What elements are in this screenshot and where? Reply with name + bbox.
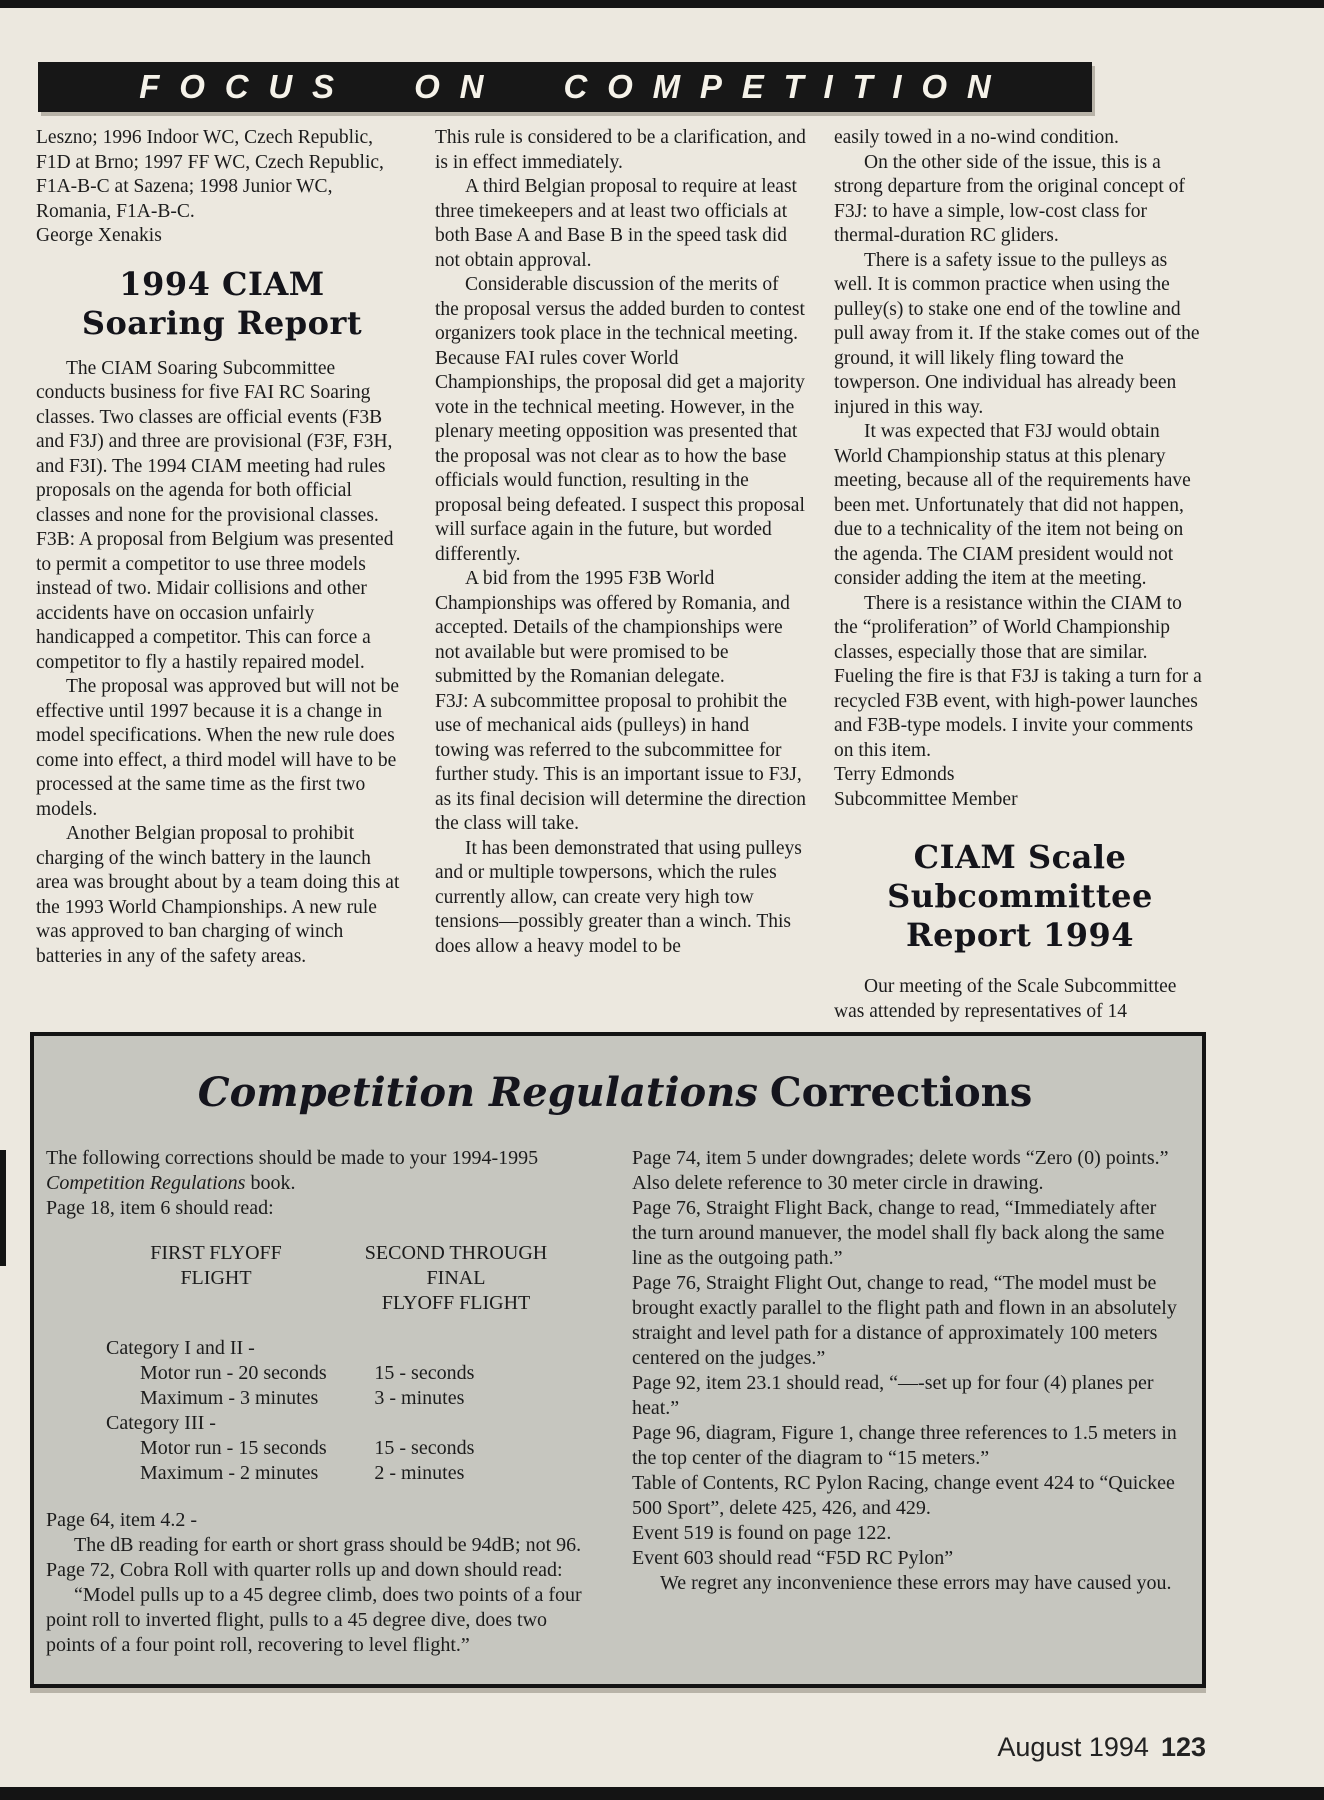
correction-text: Table of Contents, RC Pylon Racing, change event 424 to “Quickee 500 Sport”, delete 425, 426, and 429.: [632, 1472, 1175, 1519]
table-cell: 3 - minutes: [374, 1387, 465, 1409]
corrections-right-column: [632, 1146, 1184, 1658]
issue-date: August 1994: [997, 1732, 1149, 1762]
correction-text: Event 603 should read “F5D RC Pylon”: [632, 1547, 954, 1569]
article-column-3: [834, 126, 1206, 1024]
header-line: FINAL: [426, 1267, 486, 1289]
paragraph: easily towed in a no-wind condition.: [834, 127, 1119, 148]
paragraph: A third Belgian proposal to require at least three timekeepers and at least two officials at both Base A and Base B in the speed task did not obtain approval.: [435, 176, 797, 271]
header-line: SECOND THROUGH: [364, 1242, 548, 1264]
table-cell: Category I and II -: [106, 1337, 255, 1359]
correction-heading: Page 64, item 4.2 -: [46, 1509, 198, 1531]
header-line: FIRST FLYOFF: [150, 1242, 282, 1264]
corrections-title-italic: Competition Regulations: [197, 1069, 758, 1116]
correction-text: Also delete reference to 30 meter circle in drawing.: [632, 1172, 1044, 1194]
table-cell: 2 - minutes: [374, 1462, 465, 1484]
page-footer: [997, 1732, 1206, 1763]
flyoff-table: [96, 1241, 576, 1486]
table-row: [96, 1436, 576, 1461]
article-column-2: [435, 126, 807, 1024]
table-cell: Maximum - 3 minutes: [140, 1387, 319, 1409]
intro-text: The following corrections should be made to your 1994-1995: [46, 1147, 539, 1169]
signature-role: Subcommittee Member: [834, 788, 1018, 810]
heading-line: CIAM Scale: [913, 838, 1127, 876]
table-cell: Category III -: [106, 1412, 216, 1434]
soaring-report-heading: [36, 265, 408, 343]
heading-line: Soaring Report: [81, 303, 363, 342]
table-cell: [374, 1411, 576, 1436]
correction-text: Page 92, item 23.1 should read, “—-set up for four (4) planes per heat.”: [632, 1372, 1154, 1419]
flyoff-header-first: [96, 1241, 336, 1316]
bottom-edge-rule: [0, 1787, 1324, 1800]
correction-text: Page 76, Straight Flight Back, change to read, “Immediately after the turn around manuever, the model shall fly back along the same line as the outgoing path.”: [632, 1197, 1165, 1269]
corrections-intro: [46, 1146, 598, 1196]
correction-text: The dB reading for earth or short grass should be 94dB; not 96.: [74, 1534, 582, 1556]
table-row: [96, 1336, 576, 1361]
correction-text: “Model pulls up to a 45 degree climb, does two points of a four point roll to inverted flight, pulls to a 45 degree dive, does two points of a four point roll, recovering to level flight.”: [46, 1584, 582, 1656]
section-banner: [38, 62, 1092, 112]
table-cell: [374, 1336, 576, 1361]
table-cell: Motor run - 15 seconds: [140, 1437, 327, 1459]
scale-report-heading: [834, 838, 1206, 955]
paragraph: The CIAM Soaring Subcommittee conducts business for five FAI RC Soaring classes. Two classes are official events (F3B and F3J) and three are provisional (F3F, F3H, and F3I). The 1994 CIAM meeting had rules proposals on the agenda for both official classes and none for the provisional classes.: [36, 357, 393, 526]
heading-line: Subcommittee: [887, 877, 1153, 915]
signature-name: Terry Edmonds: [834, 764, 955, 785]
table-cell: 15 - seconds: [374, 1362, 475, 1384]
corrections-box-title: [46, 1070, 1184, 1116]
corrections-columns: [46, 1146, 1184, 1658]
corrections-left-column: [46, 1146, 598, 1658]
article-column-1: [36, 126, 408, 1024]
table-row: [96, 1411, 576, 1436]
intro-book-title: Competition Regulations: [46, 1172, 246, 1194]
correction-text: Page 96, diagram, Figure 1, change three references to 1.5 meters in the top center of the diagram to “15 meters.”: [632, 1422, 1177, 1469]
continued-paragraph: Leszno; 1996 Indoor WC, Czech Republic, F1D at Brno; 1997 FF WC, Czech Republic, F1A-B-C at Sazena; 1998 Junior WC, Romania, F1A-B-C.: [36, 127, 384, 222]
paragraph: Our meeting of the Scale Subcommittee was attended by representatives of 14: [834, 976, 1177, 1022]
correction-text: Page 76, Straight Flight Out, change to read, “The model must be brought exactly parallel to the flight path and flown in an absolutely straight and level path for a distance of approximately 100 meters centered on the judges.”: [632, 1272, 1177, 1369]
scan-edge-artifact: [0, 1150, 6, 1266]
paragraph: A bid from the 1995 F3B World Championships was offered by Romania, and accepted. Details of the championships were not available but were promised to be submitted by the Romanian delegate.: [435, 568, 790, 687]
page-number: 123: [1160, 1732, 1206, 1762]
header-line: FLYOFF FLIGHT: [381, 1292, 531, 1314]
paragraph: Another Belgian proposal to prohibit charging of the winch battery in the launch area was brought about by a team doing this at the 1993 World Championships. A new rule was approved to ban charging of winch batteries in any of the safety areas.: [36, 823, 400, 967]
table-row: [96, 1361, 576, 1386]
table-cell: Maximum - 2 minutes: [140, 1462, 319, 1484]
table-row: [96, 1386, 576, 1411]
heading-line: Report 1994: [905, 916, 1134, 954]
correction-text: Page 74, item 5 under downgrades; delete words “Zero (0) points.”: [632, 1147, 1169, 1169]
paragraph: The proposal was approved but will not be effective until 1997 because it is a change in model specifications. When the new rule does come into effect, a third model will have to be processed at the same time as the first two models.: [36, 676, 400, 820]
paragraph: F3B: A proposal from Belgium was presented to permit a competitor to use three models instead of two. Midair collisions and other accidents have on occasion unfairly handicapped a competitor. This can force a competitor to fly a hastily repaired model.: [36, 529, 394, 673]
corrections-box: [30, 1032, 1206, 1688]
heading-line: 1994 CIAM: [119, 264, 325, 303]
corrections-title-rest: Corrections: [769, 1069, 1033, 1116]
paragraph: It has been demonstrated that using pulleys and or multiple towpersons, which the rules currently allow, can create very high tow tensions—possibly greater than a winch. This does allow a heavy model to be: [435, 837, 802, 957]
paragraph: Considerable discussion of the merits of the proposal versus the added burden to contest organizers took place in the technical meeting. Because FAI rules cover World Championships, the proposal did get a majority vote in the technical meeting. However, in the plenary meeting opposition was presented that the proposal was not clear as to how the base officials would function, resulting in the proposal being defeated. I suspect this proposal will surface again in the future, but worded differently.: [435, 274, 805, 565]
table-row: [96, 1461, 576, 1486]
paragraph: F3J: A subcommittee proposal to prohibit the use of mechanical aids (pulleys) in hand towing was referred to the subcommittee for further study. This is an important issue to F3J, as its final decision will determine the direction the class will take.: [435, 690, 806, 834]
top-edge-rule: [0, 0, 1324, 8]
correction-heading: Page 72, Cobra Roll with quarter rolls up and down should read:: [46, 1559, 563, 1581]
header-line: FLIGHT: [180, 1267, 252, 1289]
correction-heading: Page 18, item 6 should read:: [46, 1197, 274, 1219]
paragraph: There is a resistance within the CIAM to the “proliferation” of World Championship classes, especially those that are similar. Fueling the fire is that F3J is taking a turn for a recycled F3B event, with high-power launches and F3B-type models. I invite your comments on this item.: [834, 592, 1202, 761]
flyoff-header-second: [336, 1241, 576, 1316]
table-cell: 15 - seconds: [374, 1437, 475, 1459]
correction-apology: We regret any inconvenience these errors may have caused you.: [660, 1572, 1172, 1594]
paragraph: There is a safety issue to the pulleys as well. It is common practice when using the pulley(s) to stake one end of the towline and pull away from it. If the stake comes out of the ground, it will likely fling toward the towperson. One individual has already been injured in this way.: [834, 249, 1200, 418]
intro-text: book.: [245, 1172, 296, 1194]
table-cell: Motor run - 20 seconds: [140, 1362, 327, 1384]
paragraph: This rule is considered to be a clarification, and is in effect immediately.: [435, 127, 806, 173]
paragraph: On the other side of the issue, this is a strong departure from the original concept of F3J: to have a simple, low-cost class for thermal-duration RC gliders.: [834, 151, 1185, 246]
article-columns: [36, 126, 1206, 1024]
section-banner-title: FOCUS ON COMPETITION: [139, 68, 1011, 105]
byline: George Xenakis: [36, 225, 162, 246]
flyoff-table-headers: [96, 1241, 576, 1316]
correction-text: Event 519 is found on page 122.: [632, 1522, 892, 1544]
paragraph: It was expected that F3J would obtain World Championship status at this plenary meeting, because all of the requirements have been met. Unfortunately that did not happen, due to a technicality of the item not being on the agenda. The CIAM president would not consider adding the item at the meeting.: [834, 421, 1191, 589]
